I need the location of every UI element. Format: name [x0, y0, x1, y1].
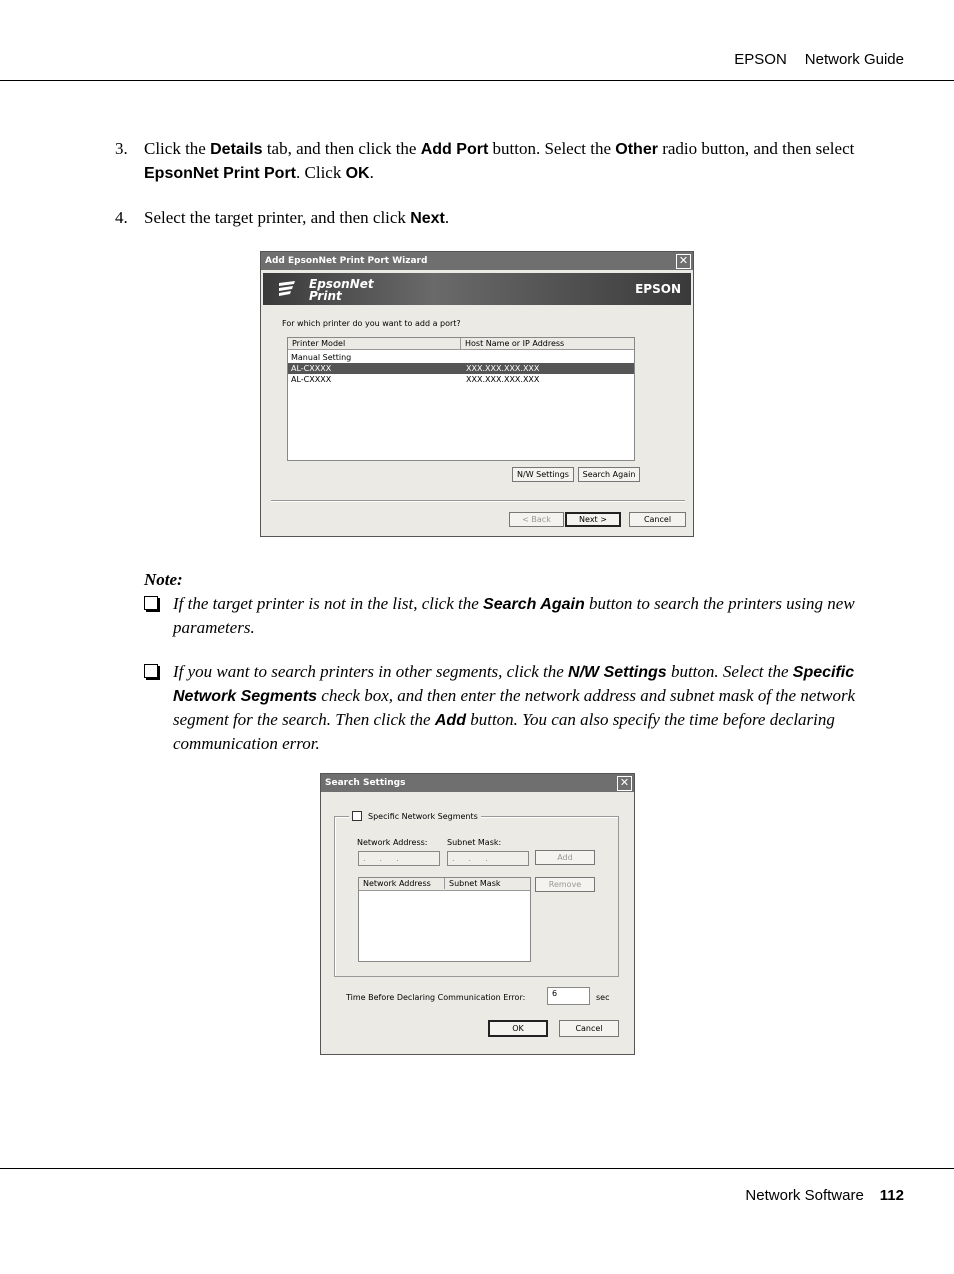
page-number: 112 [879, 1187, 904, 1204]
specific-segments-checkbox[interactable] [352, 811, 362, 821]
list-item[interactable] [288, 363, 634, 374]
step-3 [115, 137, 875, 185]
close-icon[interactable]: ✕ [676, 254, 691, 269]
text-run: button. Select the [488, 139, 616, 158]
time-unit: sec [596, 993, 610, 1002]
time-label: Time Before Declaring Communication Error: [346, 993, 526, 1002]
epsonnet-print-port-term: EpsonNet Print Port [144, 165, 297, 182]
specific-segments-label: Specific Network Segments [368, 811, 478, 821]
wizard-prompt: For which printer do you want to add a port? [282, 319, 461, 328]
text-run: . Click [296, 163, 346, 182]
next-button[interactable]: Next > [565, 512, 621, 527]
search-settings-title: Search Settings [325, 778, 406, 788]
list-item[interactable] [288, 352, 634, 363]
cancel-button[interactable]: Cancel [559, 1020, 619, 1037]
step-text [144, 206, 875, 230]
printer-model-cell: AL-CXXXX [291, 375, 332, 384]
printer-model-cell: Manual Setting [291, 353, 352, 362]
header-rule [0, 80, 954, 81]
add-button[interactable]: Add [535, 850, 595, 865]
text-run: . [369, 163, 374, 182]
text-run: Select the target printer, and then click [144, 208, 411, 227]
step-number: 3. [115, 139, 128, 158]
bullet-box-icon [144, 596, 158, 610]
other-term: Other [615, 141, 658, 158]
time-input[interactable]: 6 [547, 987, 590, 1005]
text-run: . [444, 208, 450, 227]
text-run: check box, and then enter the network address and subnet mask of the network segment for the search. Then click the [173, 686, 856, 729]
next-term: Next [410, 210, 445, 227]
printer-list[interactable] [287, 337, 635, 461]
host-address-cell: XXX.XXX.XXX.XXX [466, 364, 540, 373]
add-term: Add [434, 712, 466, 729]
wizard-titlebar [261, 252, 693, 270]
ok-term: OK [345, 165, 370, 182]
ok-button[interactable]: OK [488, 1020, 548, 1037]
banner-product-line2: Print [309, 289, 342, 303]
search-again-button[interactable]: Search Again [578, 467, 640, 482]
nw-settings-button[interactable]: N/W Settings [512, 467, 574, 482]
specific-segments-checkbox-row[interactable] [349, 811, 481, 821]
page-header [734, 51, 904, 68]
step-4 [115, 206, 875, 230]
text-run: button. You can also specify the time before declaring communication error. [173, 710, 835, 753]
column-network-address[interactable]: Network Address [363, 879, 431, 888]
back-button[interactable]: < Back [509, 512, 564, 527]
list-item[interactable] [288, 374, 634, 385]
wizard-title: Add EpsonNet Print Port Wizard [265, 256, 428, 266]
nw-settings-term: N/W Settings [568, 664, 667, 681]
close-icon[interactable]: ✕ [617, 776, 632, 791]
printer-list-header [288, 338, 634, 350]
step-text [144, 137, 875, 185]
note-text [173, 660, 882, 755]
network-address-label: Network Address: [357, 838, 428, 847]
network-address-input[interactable]: ... [358, 851, 440, 866]
banner-brand: EPSON [635, 282, 681, 296]
add-port-wizard-dialog [260, 251, 694, 537]
wizard-banner [263, 273, 691, 305]
text-run: If you want to search printers in other segments, click the [173, 662, 569, 681]
subnet-mask-input[interactable]: ... [447, 851, 529, 866]
note-text [173, 592, 882, 639]
header-brand: EPSON [734, 51, 787, 68]
search-settings-dialog [320, 773, 635, 1055]
text-run: Click the [144, 139, 211, 158]
column-subnet-mask[interactable]: Subnet Mask [444, 878, 501, 889]
remove-button[interactable]: Remove [535, 877, 595, 892]
page-footer [745, 1187, 904, 1204]
cancel-button[interactable]: Cancel [629, 512, 686, 527]
note-item [144, 660, 882, 755]
specific-network-segments-term: Specific Network Segments [173, 664, 855, 705]
search-again-term: Search Again [483, 596, 585, 613]
subnet-mask-label: Subnet Mask: [447, 838, 502, 847]
footer-rule [0, 1168, 954, 1169]
column-printer-model[interactable]: Printer Model [292, 339, 346, 348]
printer-model-cell: AL-CXXXX [291, 364, 332, 373]
add-port-term: Add Port [420, 141, 489, 158]
bullet-box-icon [144, 664, 158, 678]
header-guide-title: Network Guide [804, 51, 904, 68]
text-run: If the target printer is not in the list, click the [173, 594, 484, 613]
details-term: Details [210, 141, 263, 158]
divider [271, 500, 685, 502]
segments-list[interactable] [358, 877, 531, 962]
host-address-cell: XXX.XXX.XXX.XXX [466, 375, 540, 384]
text-run: tab, and then click the [262, 139, 421, 158]
footer-section: Network Software [745, 1187, 864, 1204]
banner-product-line1: EpsonNet [309, 277, 374, 291]
column-host-address[interactable]: Host Name or IP Address [460, 338, 564, 349]
note-item [144, 592, 882, 639]
text-run: button. Select the [666, 662, 793, 681]
segments-list-header [359, 878, 530, 891]
epsonnet-logo-icon [277, 280, 297, 298]
search-settings-titlebar [321, 774, 634, 792]
text-run: button to search the printers using new parameters. [173, 594, 855, 637]
text-run: radio button, and then select [657, 139, 855, 158]
note-title: Note: [144, 570, 183, 589]
step-number: 4. [115, 208, 128, 227]
